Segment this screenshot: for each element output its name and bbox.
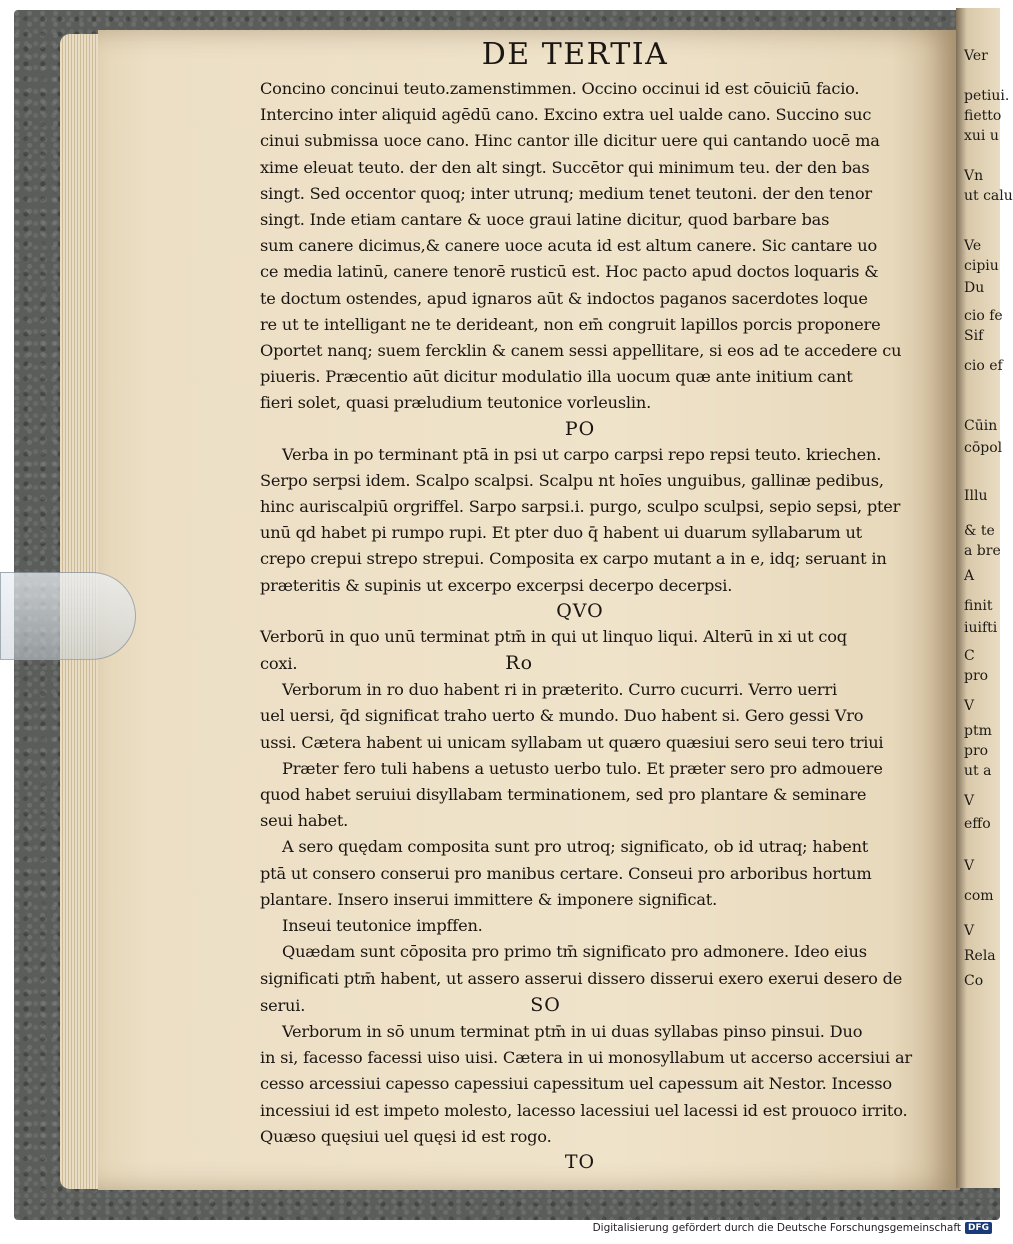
line-text: fieri solet, quasi præludium teutonice vorleuslin. [260,393,652,413]
line-text: ussi. Cætera habent ui unicam syllabam ut quæro quæsiui sero seui tero triui [260,732,884,752]
line-text: sum canere dicimus,& canere uoce acuta id est altum canere. Sic cantare uo [260,236,877,256]
text-line [260,650,900,677]
text-line [260,520,900,546]
digitization-credit [593,1222,992,1234]
line-text: Oportet nanq; suem fercklin & canem sessi appellitare, si eos ad te accedere cu [260,341,902,361]
line-text: plantare. Insero inserui immittere & imponere significat. [260,889,718,909]
line-text: hinc auriscalpiū orgriffel. Sarpo sarpsi.i. purgo, sculpo sculpsi, sepio sepsi, pter [260,497,901,517]
text-line [260,887,900,913]
text-line [260,468,900,494]
next-page-fragment: Du [964,280,985,296]
line-text: singt. Inde etiam cantare & uoce graui latine dicitur, quod barbare bas [260,210,830,230]
text-line [260,861,900,887]
text-line [260,939,900,965]
line-text: xime eleuat teuto. der den alt singt. Succētor qui minimum teu. der den bas [260,157,870,177]
section-heading [260,417,900,442]
next-page-fragment: petiui. [964,88,1010,104]
section-heading-inline: SO [530,993,561,1016]
next-page-fragment: cio ef [964,358,1003,374]
line-text: A sero quędam composita sunt pro utroq; significato, ob id utraq; habent [282,837,869,857]
line-text: Verborum in ro duo habent ri in præterito. Curro cucurri. Verro uerri [282,680,837,700]
line-text: te doctum ostendes, apud ignaros aūt & indoctos paganos sacerdotes loque [260,288,868,308]
text-line [260,782,900,808]
line-text: serui. [260,995,306,1015]
line-text: crepo crepui strepo strepui. Composita ex carpo mutant a in e, idq; seruant in [260,549,887,569]
next-page-fragment: Co [964,973,984,989]
next-page-fragment: V [964,793,975,809]
text-line [260,259,900,285]
text-line [260,364,900,390]
line-text: TO [564,1150,596,1173]
dfg-logo: DFG [965,1222,992,1234]
text-line [260,730,900,756]
next-page-fragment: pro [964,668,989,684]
next-page-fragment: com [964,888,994,904]
text-line [260,207,900,233]
text-line [260,913,900,939]
next-page-fragment: xui u [964,128,999,144]
text-line [260,338,900,364]
line-text: Concino concinui teuto.zamenstimmen. Occino occinui id est cōuiciū facio. [260,79,860,98]
next-page-fragment: pro [964,743,989,759]
next-page-fragment: A [964,568,975,584]
line-text: Verba in po terminant ptā in psi ut carpo carpsi repo repsi teuto. kriechen. [282,444,882,464]
line-text: unū qd habet pi rumpo rupi. Et pter duo q̄ habent ui duarum syllabarum ut [260,523,862,543]
next-page-fragment: iuifti [964,620,998,636]
text-line [260,992,900,1019]
next-page-fragment: V [964,923,975,939]
line-text: Quæso quęsiui uel quęsi id est rogo. [260,1126,552,1146]
page-heading: DE TERTIA [481,37,669,72]
line-text: Serpo serpsi idem. Scalpo scalpsi. Scalpu nt hoīes unguibus, gallinæ pedibus, [260,470,884,490]
text-line [260,573,900,599]
text-line [260,677,900,703]
next-page-fragment: Rela [964,948,996,964]
line-text: significati ptm̄ habent, ut assero asserui dissero disserui exero exerui desero de [260,968,903,988]
text-line [260,390,900,416]
next-page-fragment: ptm [964,723,992,739]
text-line [260,1124,900,1150]
next-page-fragment: effo [964,816,991,832]
line-text: cinui submissa uoce cano. Hinc cantor ille dicitur uere qui cantando uocē ma [260,131,880,151]
page-text [260,37,912,1175]
line-text: Verborū in quo unū terminat ptm̄ in qui ut linquo liqui. Alterū in xi ut coq [260,626,847,646]
text-line [260,1045,912,1071]
text-line [260,494,900,520]
text-line [260,286,900,312]
next-page-fragment: finit [964,598,993,614]
line-text: incessiui id est impeto molesto, lacesso lacessiui uel lacessi id est prouoco irrito. [260,1100,908,1120]
line-text: QVO [556,599,604,622]
text-line [260,76,900,102]
next-page-fragment: Vn [964,168,984,184]
text-line [260,128,900,154]
text-line [260,624,900,650]
text-line [260,756,900,782]
text-line [260,834,900,860]
next-page-fragment: Ver [964,48,988,64]
text-line [260,966,903,992]
line-text: Intercino inter aliquid agēdū cano. Excino extra uel ualde cano. Succino suc [260,105,872,125]
line-text: in si, facesso facessi uiso uisi. Cætera in ui monosyllabum ut accerso accersiui ar [260,1048,912,1068]
next-page-fragment: cōpol [964,440,1003,456]
text-line [260,808,900,834]
text-line [260,442,900,468]
text-line [260,181,900,207]
section-heading [260,599,900,624]
text-line [260,546,900,572]
next-page-fragment: Sif [964,328,984,344]
line-text: PO [564,417,596,440]
text-line [260,102,900,128]
next-page-fragment: cio fe [964,308,1003,324]
section-heading [260,1150,900,1175]
text-line [260,312,900,338]
next-page-fragment: C [964,648,975,664]
text-line [260,155,900,181]
page-clip [0,572,136,660]
text-line [260,1019,900,1045]
next-page-fragment: fietto [964,108,1002,124]
next-page-fragment: a bre [964,543,1001,559]
next-page-fragment: Cūin [964,418,998,434]
line-text: singt. Sed occentor quoq; inter utrunq; medium tenet teutoni. der den tenor [260,183,872,203]
next-page-fragment: & te [964,523,995,539]
text-line [260,1098,908,1124]
line-text: præteritis & supinis ut excerpo excerpsi decerpo decerpsi. [260,575,733,595]
next-page-fragment: ut a [964,763,992,779]
section-heading-inline: Ro [505,652,534,675]
line-text: re ut te intelligant ne te derideant, non em̄ congruit lapillos porcis proponere [260,314,881,334]
next-page-fragment: ut calu [964,188,1013,204]
line-text: piueris. Præcentio aūt dicitur modulatio illa uocum quæ ante initium cant [260,367,853,387]
next-page-fragment: Illu [964,488,988,504]
line-text: quod habet seruiui disyllabam terminationem, sed pro plantare & seminare [260,785,867,805]
line-text: ptā ut consero conserui pro manibus certare. Conseui pro arboribus hortum [260,863,872,883]
line-text: Quædam sunt cōposita pro primo tm̄ significato pro admonere. Ideo eius [282,942,867,962]
next-page-fragment: V [964,698,975,714]
next-page-edge [956,8,1013,1188]
line-text: seui habet. [260,811,349,831]
next-page-fragment: Ve [964,238,982,254]
credit-text: Digitalisierung gefördert durch die Deutsche Forschungsgemeinschaft [592,1222,961,1234]
line-text: cesso arcessiui capesso capessiui capessitum uel capessum ait Nestor. Incesso [260,1074,892,1094]
line-text: ce media latinū, canere tenorē rusticū est. Hoc pacto apud doctos loquaris & [260,262,879,282]
text-line [260,703,900,729]
line-text: uel uersi, q̄d significat traho uerto & mundo. Duo habent si. Gero gessi Vro [260,706,864,726]
text-line [260,233,900,259]
next-page-fragment: V [964,858,975,874]
next-page-fragment: cipiu [964,258,999,274]
line-text: coxi. [260,654,298,674]
text-line [260,1071,900,1097]
line-text: Inseui teutonice impffen. [282,916,483,936]
line-text: Præter fero tuli habens a uetusto uerbo tulo. Et præter sero pro admouere [282,758,883,778]
line-text: Verborum in sō unum terminat ptm̄ in ui duas syllabas pinso pinsui. Duo [282,1021,863,1041]
